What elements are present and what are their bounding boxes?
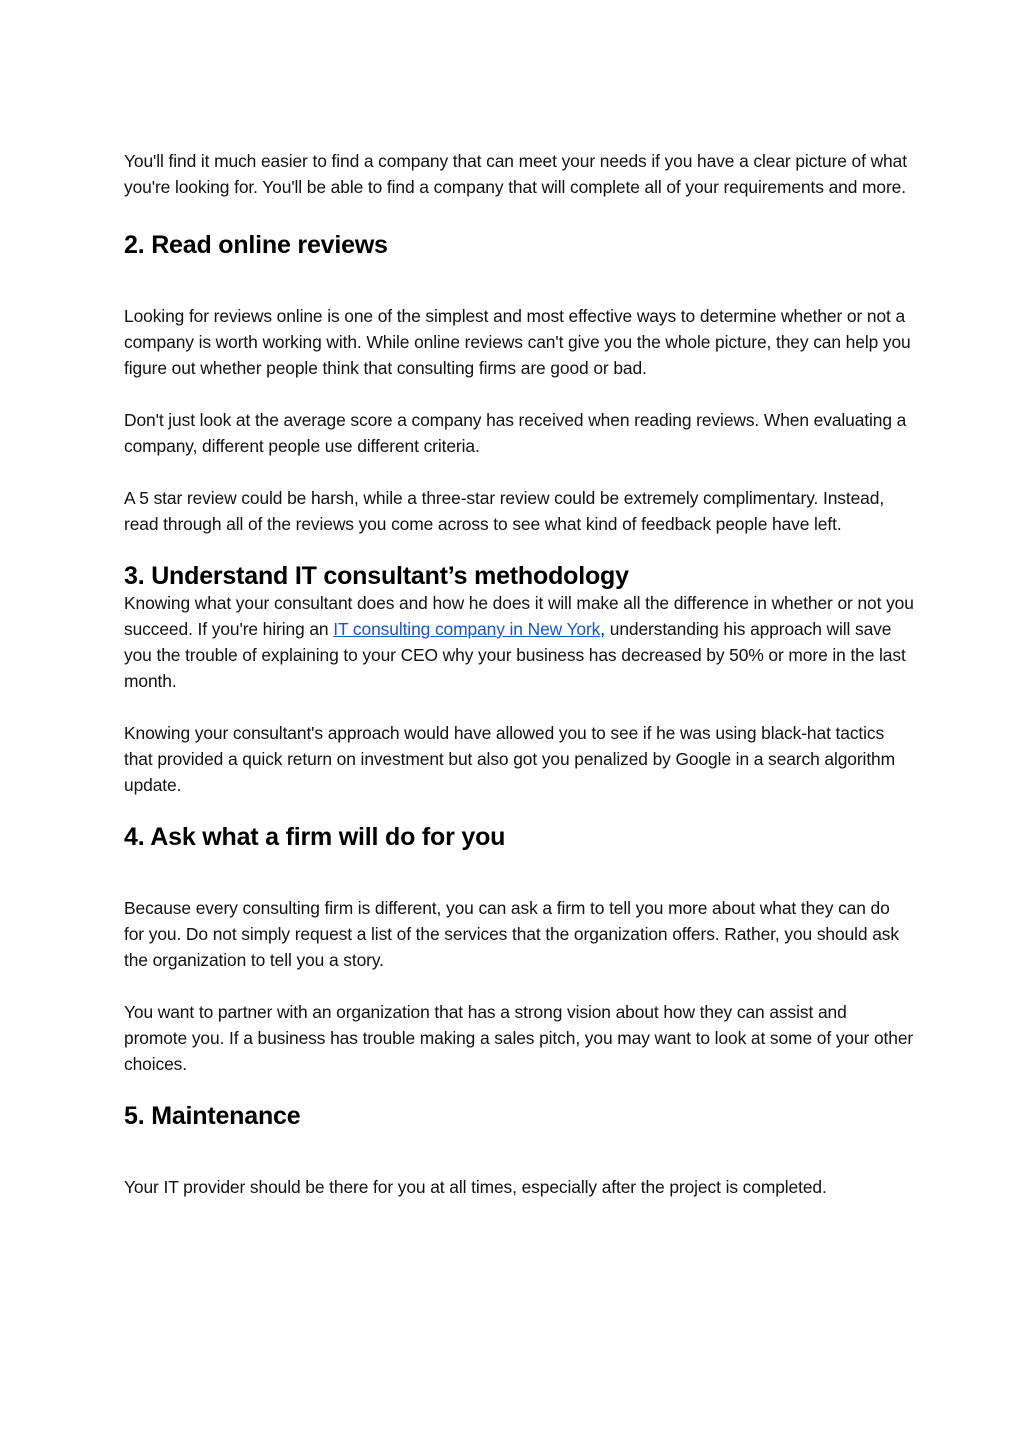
section-3-text-before-link: Knowing what your consultant does and how he does it will make all the difference in whether or not you succeed. If you're hiring an xyxy=(124,593,914,639)
section-2-paragraph-2: Don't just look at the average score a company has received when reading reviews. When evaluating a company, different people use different criteria. xyxy=(124,410,907,456)
it-consulting-link[interactable]: IT consulting company in New York xyxy=(333,619,601,639)
section-3-heading: 3. Understand IT consultant’s methodology xyxy=(124,562,629,590)
section-3-text-after-link: , understanding his approach will save you the trouble of explaining to your CEO why your business has decreased by 50% or more in the last month. xyxy=(124,619,906,691)
section-3-paragraph-2: Knowing your consultant's approach would have allowed you to see if he was using black-hat tactics that provided a quick return on investment but also got you penalized by Google in a search algorithm update. xyxy=(124,723,896,795)
section-2-paragraph-1: Looking for reviews online is one of the simplest and most effective ways to determine whether or not a company is worth working with. While online reviews can't give you the whole picture, they can help you figure out whether people think that consulting firms are good or bad. xyxy=(124,306,911,378)
section-3-paragraph-1 xyxy=(124,590,914,694)
section-4-heading: 4. Ask what a firm will do for you xyxy=(124,823,506,851)
section-2-heading: 2. Read online reviews xyxy=(124,231,388,259)
intro-paragraph: You'll find it much easier to find a company that can meet your needs if you have a clear picture of what you're looking for. You'll be able to find a company that will complete all of your requirements and more. xyxy=(124,151,907,197)
section-4-paragraph-2: You want to partner with an organization that has a strong vision about how they can assist and promote you. If a business has trouble making a sales pitch, you may want to look at some of your other choices. xyxy=(124,1002,914,1074)
section-5-paragraph-1: Your IT provider should be there for you at all times, especially after the project is completed. xyxy=(124,1177,827,1197)
section-4-paragraph-1: Because every consulting firm is different, you can ask a firm to tell you more about what they can do for you. Do not simply request a list of the services that the organization offers. Rather, you should ask the organization to tell you a story. xyxy=(124,898,899,970)
section-2-paragraph-3: A 5 star review could be harsh, while a three-star review could be extremely complimentary. Instead, read through all of the reviews you come across to see what kind of feedback people have left. xyxy=(124,488,885,534)
document-page xyxy=(124,148,914,1200)
section-5-heading: 5. Maintenance xyxy=(124,1102,301,1130)
